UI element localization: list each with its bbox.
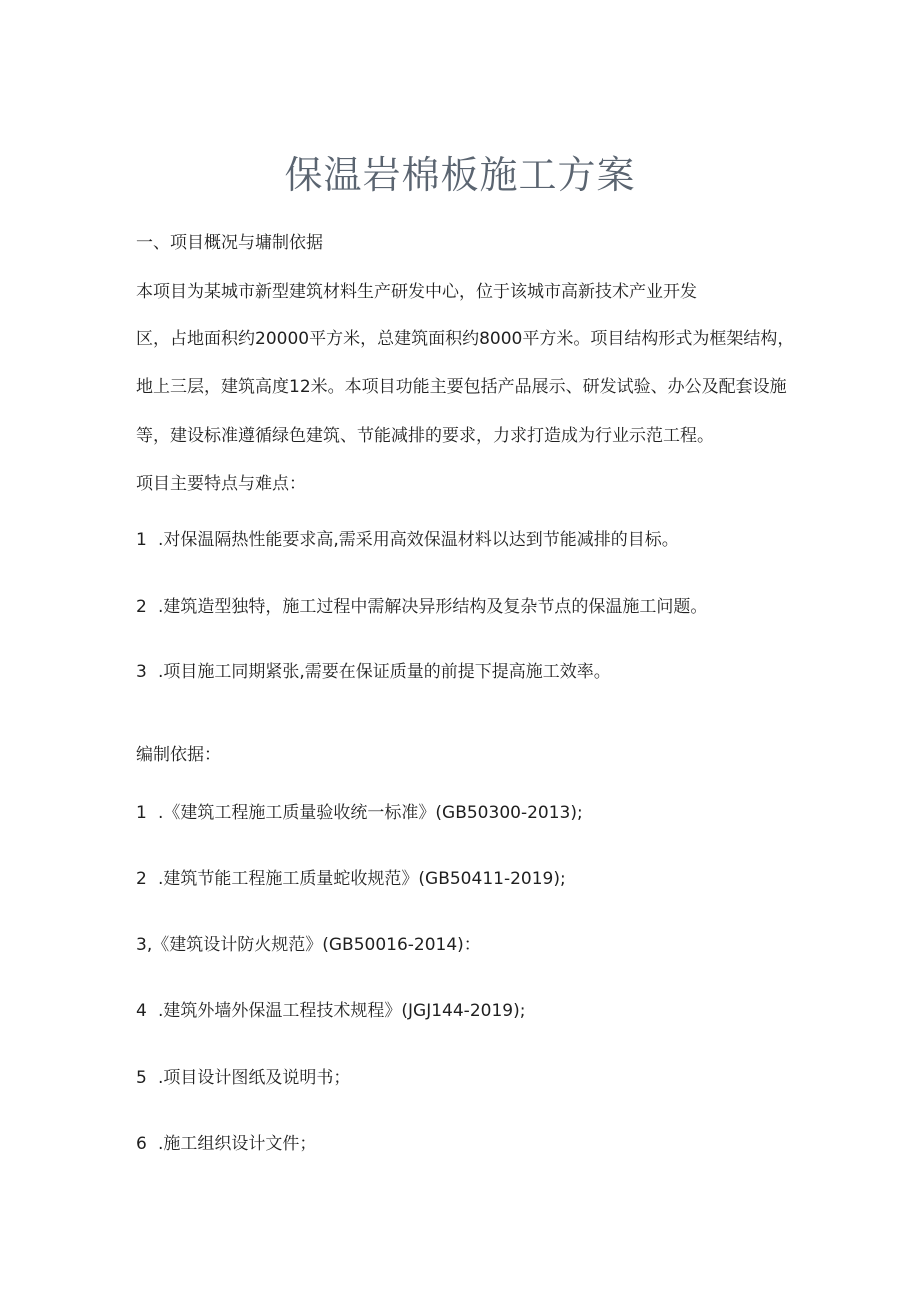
item-text: .建筑外墙外保温工程技术规程》(JGJ144-2019);	[158, 1001, 526, 1021]
section-heading: 一、项目概况与墉制依据	[136, 233, 323, 253]
item-number: 2	[136, 597, 147, 617]
item-number: 5	[136, 1068, 147, 1088]
overview-line-1: 本项目为某城市新型建筑材料生产研发中心，位于该城市高新技术产业开发	[136, 282, 697, 302]
item-text: .项目设计图纸及说明书；	[158, 1068, 351, 1088]
item-number: 2	[136, 869, 147, 889]
item-text: .项目施工同期紧张,需要在保证质量的前提下提高施工效率。	[158, 662, 611, 682]
basis-item-4	[136, 998, 525, 1024]
item-text: 3,《建筑设计防火规范》(GB50016-2014)：	[136, 935, 481, 955]
document-title: 保温岩棉板施工方案	[284, 153, 636, 197]
basis-item-2	[136, 866, 566, 892]
item-number: 1	[136, 530, 147, 550]
item-text: .建筑节能工程施工质量蛇收规范》(GB50411-2019);	[158, 869, 566, 889]
overview-line-3: 地上三层，建筑高度12米。本项目功能主要包括产品展示、研发试验、办公及配套设施	[136, 377, 787, 397]
overview-line-4: 等，建设标准遵循绿色建筑、节能减排的要求，力求打造成为行业示范工程。	[136, 426, 714, 446]
feature-item-1	[136, 527, 679, 553]
basis-heading: 编制依据：	[136, 745, 221, 765]
features-heading: 项目主要特点与难点：	[136, 474, 306, 494]
item-number: 4	[136, 1001, 147, 1021]
item-number: 3	[136, 662, 147, 682]
item-text: .《建筑工程施工质量验收统一标准》(GB50300-2013);	[158, 803, 583, 823]
item-number: 1	[136, 803, 147, 823]
feature-item-2	[136, 594, 707, 620]
basis-item-5	[136, 1065, 350, 1091]
item-text: .对保温隔热性能要求高,需采用高效保温材料以达到节能减排的目标。	[158, 530, 679, 550]
basis-item-3	[136, 932, 481, 958]
basis-item-6	[136, 1131, 316, 1157]
item-text: .施工组织设计文件；	[158, 1134, 317, 1154]
overview-line-2: 区，占地面积约20000平方米，总建筑面积约8000平方米。项目结构形式为框架结构，	[136, 329, 795, 349]
basis-item-1	[136, 800, 583, 826]
item-number: 6	[136, 1134, 147, 1154]
feature-item-3	[136, 659, 611, 685]
item-text: .建筑造型独特，施工过程中需解决异形结构及复杂节点的保温施工问题。	[158, 597, 708, 617]
